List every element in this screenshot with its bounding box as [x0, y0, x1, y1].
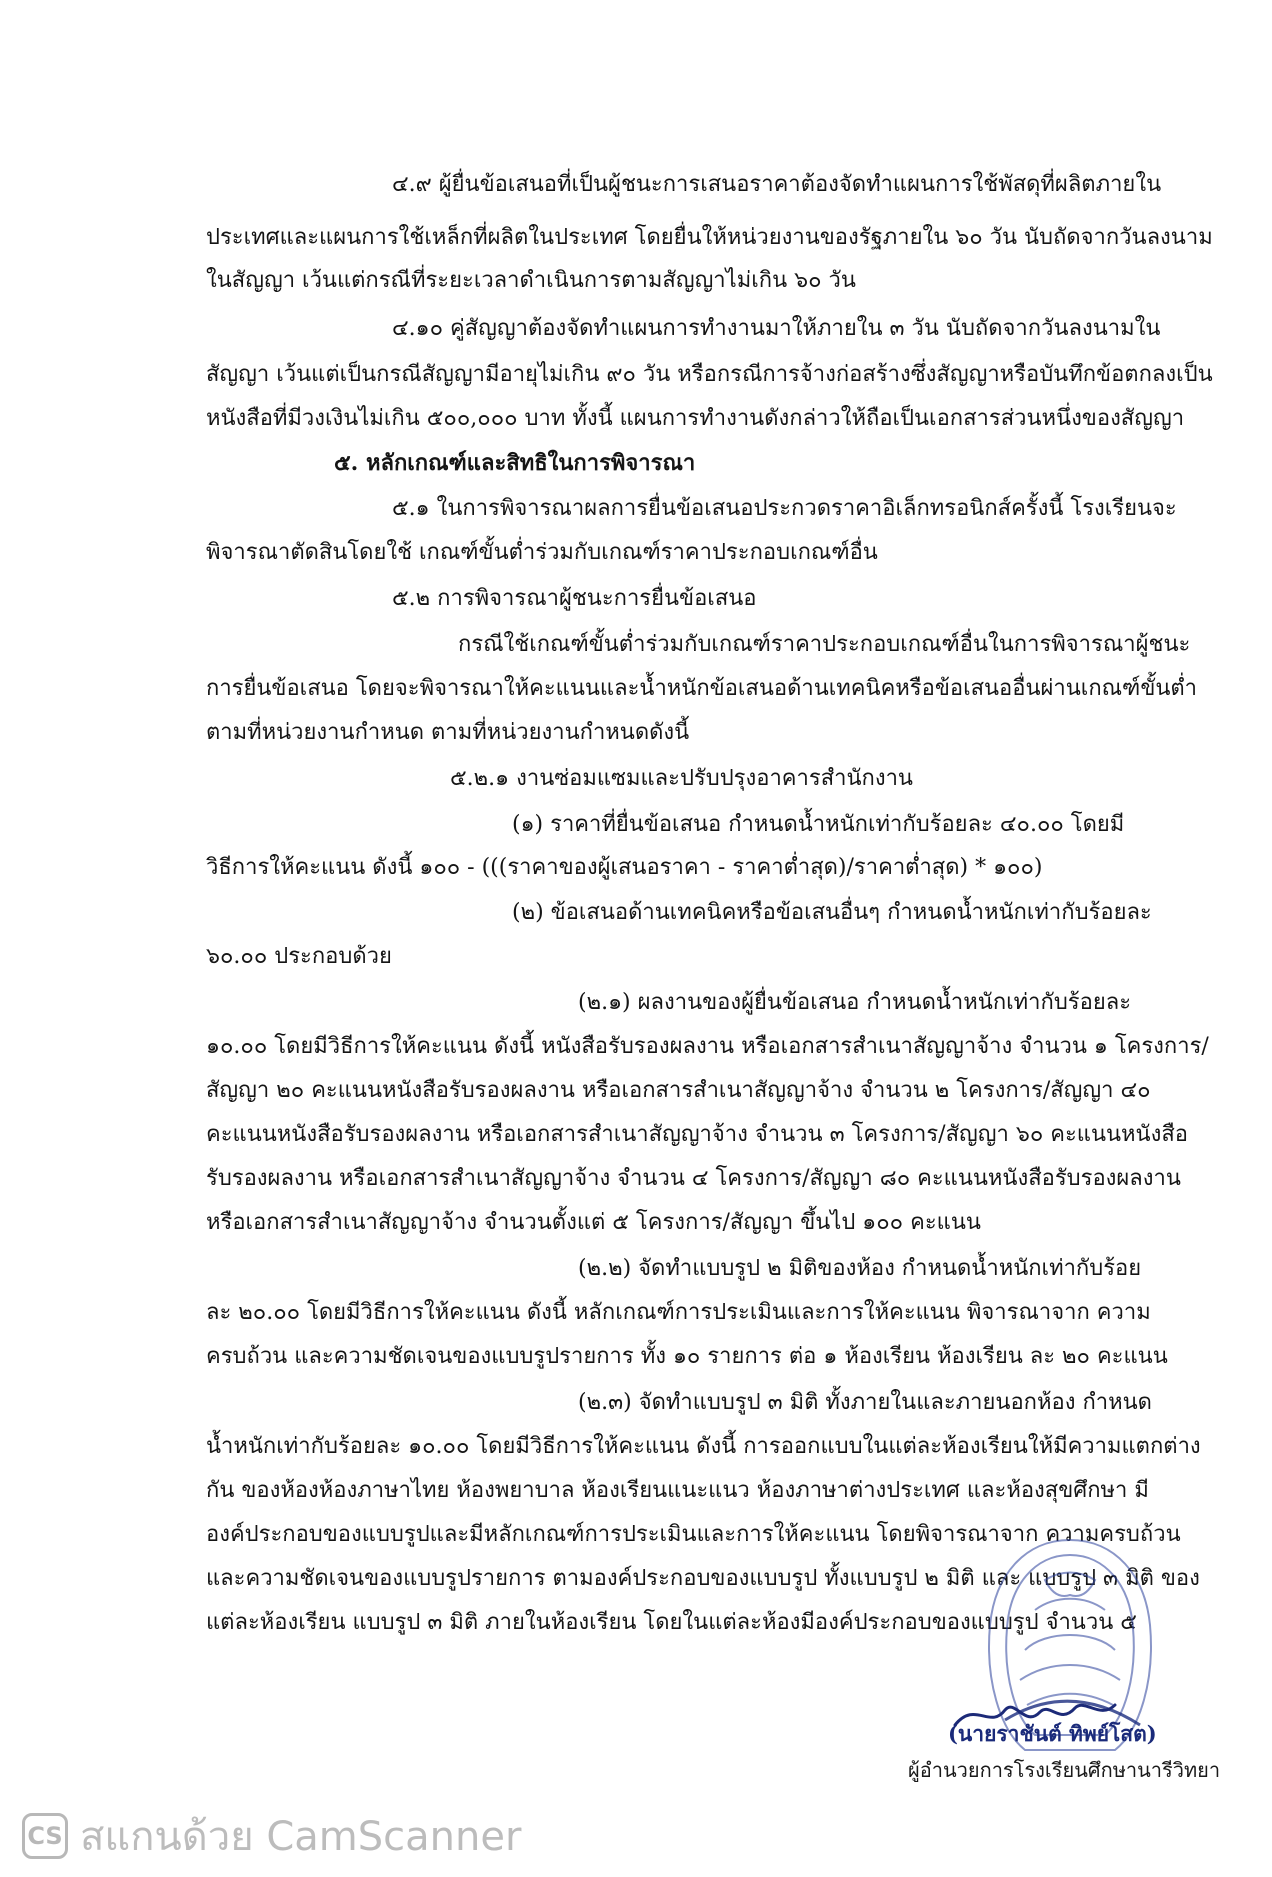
signatory-title: ผู้อำนวยการโรงเรียนศึกษานารีวิทยา — [908, 1758, 1221, 1782]
text-line: ครบถ้วน และความชัดเจนของแบบรูปรายการ ทั้ง ๑๐ รายการ ต่อ ๑ ห้องเรียน ห้องเรียน ละ ๒๐ คะแนน — [206, 1344, 1168, 1369]
text-line: ประเทศและแผนการใช้เหล็กที่ผลิตในประเทศ โดยยื่นให้หน่วยงานของรัฐภายใน ๖๐ วัน นับถัดจากวันลงนาม — [206, 225, 1213, 250]
text-line: (๑) ราคาที่ยื่นข้อเสนอ กำหนดน้ำหนักเท่ากับร้อยละ ๔๐.๐๐ โดยมี — [512, 812, 1125, 837]
text-line: ๔.๑๐ คู่สัญญาต้องจัดทำแผนการทำงานมาให้ภายใน ๓ วัน นับถัดจากวันลงนามใน — [392, 316, 1161, 341]
text-line: การยื่นข้อเสนอ โดยจะพิจารณาให้คะแนนและน้ำหนักข้อเสนอด้านเทคนิคหรือข้อเสนออื่นผ่านเกณฑ์ขั้นต่ำ — [206, 676, 1198, 701]
text-line: แต่ละห้องเรียน แบบรูป ๓ มิติ ภายในห้องเรียน โดยในแต่ละห้องมีองค์ประกอบของแบบรูป จำนวน ๕ — [206, 1610, 1137, 1635]
text-line: ๔.๙ ผู้ยื่นข้อเสนอที่เป็นผู้ชนะการเสนอราคาต้องจัดทำแผนการใช้พัสดุที่ผลิตภายใน — [392, 172, 1162, 197]
text-line: หนังสือที่มีวงเงินไม่เกิน ๕๐๐,๐๐๐ บาท ทั้งนี้ แผนการทำงานดังกล่าวให้ถือเป็นเอกสารส่วนหนึ่งของสัญญา — [206, 406, 1185, 431]
camscanner-logo-icon: CS — [22, 1813, 68, 1859]
text-line: (๒) ข้อเสนอด้านเทคนิคหรือข้อเสนอื่นๆ กำหนดน้ำหนักเท่ากับร้อยละ — [512, 900, 1152, 925]
text-line: น้ำหนักเท่ากับร้อยละ ๑๐.๐๐ โดยมีวิธีการให้คะแนน ดังนี้ การออกแบบในแต่ละห้องเรียนให้มีความแตกต่าง — [206, 1434, 1201, 1459]
section-heading: ๕. หลักเกณฑ์และสิทธิในการพิจารณา — [334, 450, 696, 476]
text-line: (๒.๓) จัดทำแบบรูป ๓ มิติ ทั้งภายในและภายนอกห้อง กำหนด — [578, 1390, 1152, 1415]
text-line: สัญญา ๒๐ คะแนนหนังสือรับรองผลงาน หรือเอกสารสำเนาสัญญาจ้าง จำนวน ๒ โครงการ/สัญญา ๔๐ — [206, 1078, 1151, 1103]
text-line: วิธีการให้คะแนน ดังนี้ ๑๐๐ - (((ราคาของผู้เสนอราคา - ราคาต่ำสุด)/ราคาต่ำสุด) * ๑๐๐) — [206, 855, 1043, 880]
text-line: ๕.๑ ในการพิจารณาผลการยื่นข้อเสนอประกวดราคาอิเล็กทรอนิกส์ครั้งนี้ โรงเรียนจะ — [392, 496, 1177, 521]
text-line: พิจารณาตัดสินโดยใช้ เกณฑ์ขั้นต่ำร่วมกับเกณฑ์ราคาประกอบเกณฑ์อื่น — [206, 540, 878, 565]
text-line: (๒.๒) จัดทำแบบรูป ๒ มิติของห้อง กำหนดน้ำหนักเท่ากับร้อย — [578, 1256, 1142, 1281]
text-line: หรือเอกสารสำเนาสัญญาจ้าง จำนวนตั้งแต่ ๕ โครงการ/สัญญา ขึ้นไป ๑๐๐ คะแนน — [206, 1210, 981, 1235]
text-line: ๕.๒ การพิจารณาผู้ชนะการยื่นข้อเสนอ — [392, 586, 757, 611]
text-line: ๕.๒.๑ งานซ่อมแซมและปรับปรุงอาคารสำนักงาน — [450, 766, 913, 791]
text-line: กัน ของห้องห้องภาษาไทย ห้องพยาบาล ห้องเรียนแนะแนว ห้องภาษาต่างประเทศ และห้องสุขศึกษา มี — [206, 1478, 1149, 1503]
text-line: ตามที่หน่วยงานกำหนด ตามที่หน่วยงานกำหนดดังนี้ — [206, 720, 690, 745]
text-line: ละ ๒๐.๐๐ โดยมีวิธีการให้คะแนน ดังนี้ หลักเกณฑ์การประเมินและการให้คะแนน พิจารณาจาก ความ — [206, 1300, 1151, 1325]
text-line: และความชัดเจนของแบบรูปรายการ ตามองค์ประกอบของแบบรูป ทั้งแบบรูป ๒ มิติ และ แบบรูป ๓ มิติ ของ — [206, 1566, 1200, 1591]
text-line: รับรองผลงาน หรือเอกสารสำเนาสัญญาจ้าง จำนวน ๔ โครงการ/สัญญา ๘๐ คะแนนหนังสือรับรองผลงาน — [206, 1166, 1181, 1191]
signatory-name: (นายราชันต์ ทิพย์โสต) — [948, 1721, 1157, 1746]
text-line: คะแนนหนังสือรับรองผลงาน หรือเอกสารสำเนาสัญญาจ้าง จำนวน ๓ โครงการ/สัญญา ๖๐ คะแนนหนังสือ — [206, 1122, 1188, 1147]
text-line: สัญญา เว้นแต่เป็นกรณีสัญญามีอายุไม่เกิน ๙๐ วัน หรือกรณีการจ้างก่อสร้างซึ่งสัญญาหรือบันทึกข้อตกลงเป็น — [206, 362, 1213, 387]
text-line: ในสัญญา เว้นแต่กรณีที่ระยะเวลาดำเนินการตามสัญญาไม่เกิน ๖๐ วัน — [206, 268, 856, 293]
watermark-text: สแกนด้วย CamScanner — [80, 1814, 522, 1860]
text-line: (๒.๑) ผลงานของผู้ยื่นข้อเสนอ กำหนดน้ำหนักเท่ากับร้อยละ — [578, 990, 1132, 1015]
text-line: กรณีใช้เกณฑ์ขั้นต่ำร่วมกับเกณฑ์ราคาประกอบเกณฑ์อื่นในการพิจารณาผู้ชนะ — [458, 632, 1191, 657]
camscanner-watermark — [22, 1808, 521, 1864]
text-line: ๑๐.๐๐ โดยมีวิธีการให้คะแนน ดังนี้ หนังสือรับรองผลงาน หรือเอกสารสำเนาสัญญาจ้าง จำนวน ๑ โครงการ/ — [206, 1034, 1209, 1059]
text-line: ๖๐.๐๐ ประกอบด้วย — [206, 944, 392, 969]
text-line: องค์ประกอบของแบบรูปและมีหลักเกณฑ์การประเมินและการให้คะแนน โดยพิจารณาจาก ความครบถ้วน — [206, 1522, 1181, 1547]
